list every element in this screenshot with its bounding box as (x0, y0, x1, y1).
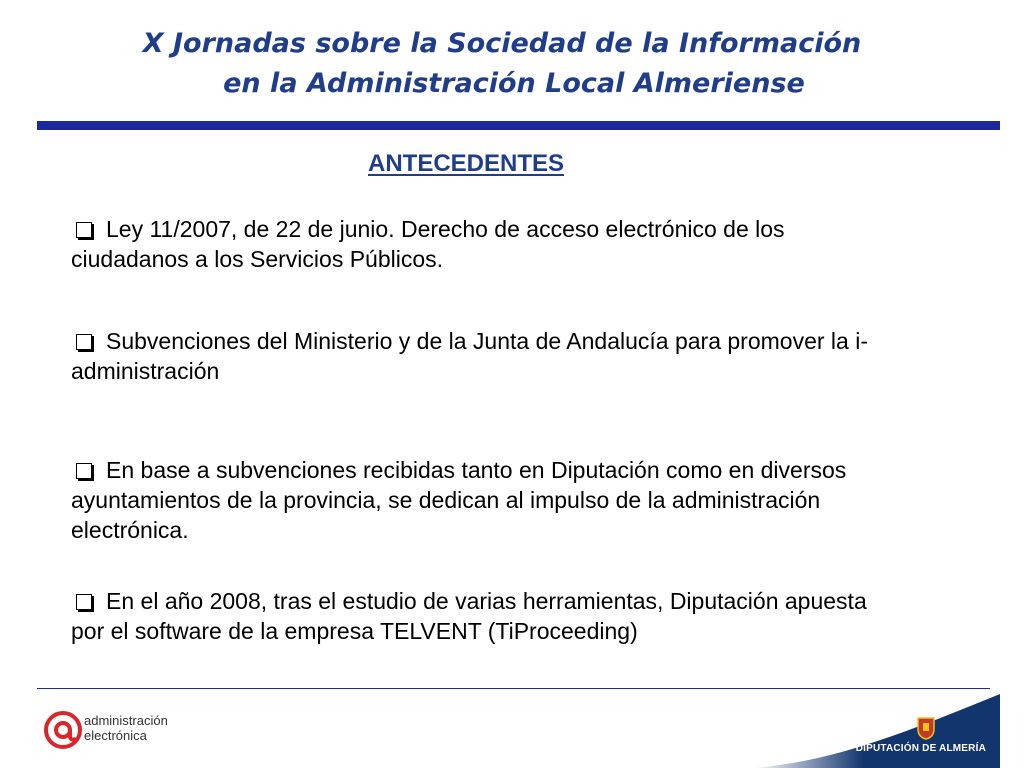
logo-line-2: electrónica (84, 728, 147, 743)
title-line-2: en la Administración Local Almeriense (223, 68, 805, 99)
checkbox-bullet-icon (76, 222, 92, 238)
title-line-1: X Jornadas sobre la Sociedad de la Información (142, 28, 862, 59)
logo-text (84, 713, 168, 743)
bullet-line: por el software de la empresa TELVENT (TiProceeding) (71, 618, 638, 644)
bullet-line: Ley 11/2007, de 22 de junio. Derecho de acceso electrónico de los (106, 216, 785, 242)
logo-line-1: administración (84, 713, 168, 728)
bullet-line: Subvenciones del Ministerio y de la Junta de Andalucía para promover la i- (106, 328, 868, 354)
bullet-line: En el año 2008, tras el estudio de varias herramientas, Diputación apuesta (106, 588, 867, 614)
bullet-line: ciudadanos a los Servicios Públicos. (71, 246, 444, 272)
checkbox-bullet-icon (76, 334, 92, 350)
administracion-electronica-logo (44, 706, 244, 756)
bottom-divider (37, 688, 990, 689)
at-sign-icon (44, 706, 84, 754)
checkbox-bullet-icon (76, 594, 92, 610)
coat-of-arms-icon (916, 716, 936, 740)
bullet-item (71, 214, 971, 274)
top-divider (37, 121, 1000, 130)
bullet-line: electrónica. (71, 517, 189, 543)
diputacion-label: DIPUTACIÓN DE ALMERÍA (855, 743, 986, 754)
bullet-item (71, 455, 971, 545)
bullet-line: ayuntamientos de la provincia, se dedican al impulso de la administración (71, 487, 821, 513)
bullet-item (71, 326, 971, 386)
bullet-item (71, 586, 971, 646)
diputacion-almeria-banner (752, 694, 1000, 768)
banner-background (752, 694, 1000, 768)
section-heading: ANTECEDENTES (368, 150, 565, 177)
bullet-line: administración (71, 358, 220, 384)
slide-title (0, 24, 1024, 104)
bullet-line: En base a subvenciones recibidas tanto en Diputación como en diversos (106, 457, 847, 483)
checkbox-bullet-icon (76, 463, 92, 479)
